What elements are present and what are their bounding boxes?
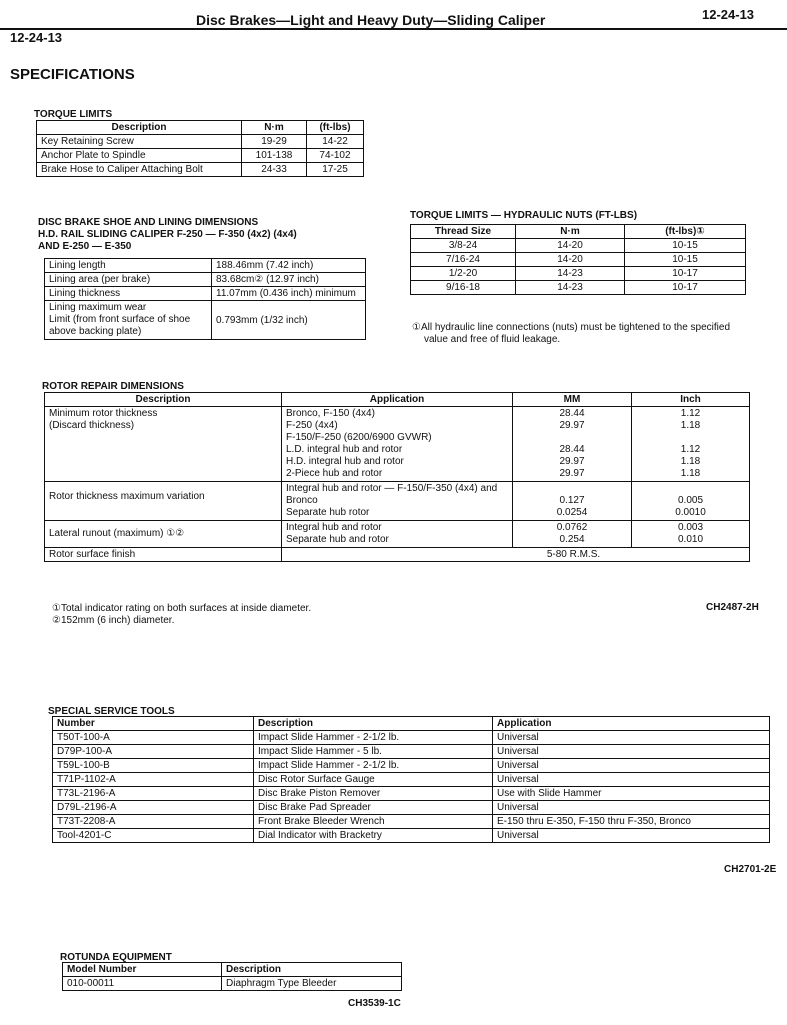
table-row bbox=[53, 829, 770, 843]
figure-code: CH2701-2E bbox=[724, 864, 777, 875]
mm-value: 0.0254 bbox=[556, 507, 588, 518]
cell-description bbox=[45, 482, 282, 521]
app-line: Separate hub rotor bbox=[286, 507, 370, 518]
column-header: Description bbox=[37, 121, 242, 135]
cell-nm: 14-20 bbox=[516, 253, 625, 267]
column-header: N·m bbox=[242, 121, 307, 135]
label-line: Limit (from front surface of shoe bbox=[49, 314, 191, 325]
cell-thread: 9/16-18 bbox=[411, 281, 516, 295]
app-line: 2-Piece hub and rotor bbox=[286, 468, 383, 479]
rotor-notes bbox=[52, 603, 311, 627]
inch-value: 1.18 bbox=[680, 420, 701, 431]
cell-application: Universal bbox=[493, 773, 770, 787]
column-header: Description bbox=[254, 717, 493, 731]
cell-ftlbs: 14-22 bbox=[307, 135, 364, 149]
table-row bbox=[63, 977, 402, 991]
cell-description: Anchor Plate to Spindle bbox=[37, 149, 242, 163]
figure-code: CH2487-2H bbox=[706, 602, 759, 613]
cell-ftlbs: 10-17 bbox=[625, 281, 746, 295]
cell-ftlbs: 10-15 bbox=[625, 253, 746, 267]
mm-value: 29.97 bbox=[559, 468, 585, 479]
app-line: L.D. integral hub and rotor bbox=[286, 444, 403, 455]
inch-value bbox=[636, 432, 745, 444]
cell-mm bbox=[513, 521, 632, 548]
table-row bbox=[37, 163, 364, 177]
cell-description: Diaphragm Type Bleeder bbox=[222, 977, 402, 991]
column-header: Application bbox=[493, 717, 770, 731]
tools-title: SPECIAL SERVICE TOOLS bbox=[48, 706, 175, 717]
cell-label: Lining length bbox=[45, 259, 212, 273]
cell-value: 188.46mm (7.42 inch) bbox=[212, 259, 366, 273]
table-row bbox=[411, 267, 746, 281]
cell-description: Rotor surface finish bbox=[45, 548, 282, 562]
cell-mm bbox=[513, 482, 632, 521]
cell-nm: 14-23 bbox=[516, 267, 625, 281]
table-row bbox=[53, 787, 770, 801]
cell-description: Brake Hose to Caliper Attaching Bolt bbox=[37, 163, 242, 177]
cell-application: Universal bbox=[493, 801, 770, 815]
table-header-row bbox=[63, 963, 402, 977]
table-row bbox=[411, 281, 746, 295]
table-header-row bbox=[411, 225, 746, 239]
torque-limits-table bbox=[36, 120, 364, 177]
hydraulic-note bbox=[412, 322, 730, 346]
table-row bbox=[45, 287, 366, 301]
app-line: Separate hub and rotor bbox=[286, 534, 389, 545]
title-line: H.D. RAIL SLIDING CALIPER F-250 — F-350 (4x2) (4x4) bbox=[38, 229, 297, 240]
column-header: MM bbox=[513, 393, 632, 407]
cell-number: T73T-2208-A bbox=[53, 815, 254, 829]
tools-table bbox=[52, 716, 770, 843]
column-header: Application bbox=[282, 393, 513, 407]
section-title: SPECIFICATIONS bbox=[10, 66, 135, 83]
label-line: above backing plate) bbox=[49, 326, 142, 337]
rotunda-table bbox=[62, 962, 402, 991]
table-row bbox=[53, 815, 770, 829]
cell-ftlbs: 17-25 bbox=[307, 163, 364, 177]
table-header-row bbox=[37, 121, 364, 135]
cell-ftlbs: 10-15 bbox=[625, 239, 746, 253]
cell-description: Front Brake Bleeder Wrench bbox=[254, 815, 493, 829]
cell-thread: 7/16-24 bbox=[411, 253, 516, 267]
cell-inch bbox=[632, 521, 750, 548]
mm-value: 0.0762 bbox=[556, 522, 588, 533]
cell-label: Lining thickness bbox=[45, 287, 212, 301]
app-line: Bronco bbox=[286, 495, 318, 506]
page-number-right: 12-24-13 bbox=[702, 7, 755, 22]
cell-description bbox=[45, 521, 282, 548]
page-title: Disc Brakes—Light and Heavy Duty—Sliding Caliper bbox=[196, 12, 546, 28]
table-row bbox=[37, 135, 364, 149]
cell-application: Universal bbox=[493, 759, 770, 773]
app-line: Integral hub and rotor bbox=[286, 522, 382, 533]
cell-value: 83.68cm② (12.97 inch) bbox=[212, 273, 366, 287]
cell-description: Disc Brake Piston Remover bbox=[254, 787, 493, 801]
cell-number: D79L-2196-A bbox=[53, 801, 254, 815]
cell-model-number: 010-00011 bbox=[63, 977, 222, 991]
app-line: Integral hub and rotor — F-150/F-350 (4x4) and bbox=[286, 483, 498, 494]
app-line: H.D. integral hub and rotor bbox=[286, 456, 404, 467]
mm-value: 29.97 bbox=[559, 456, 585, 467]
cell-application: Universal bbox=[493, 731, 770, 745]
table-row bbox=[53, 731, 770, 745]
inch-value: 0.0010 bbox=[675, 507, 706, 518]
mm-value: 28.44 bbox=[559, 444, 585, 455]
cell-application bbox=[282, 407, 513, 482]
hydraulic-nuts-title: TORQUE LIMITS — HYDRAULIC NUTS (FT-LBS) bbox=[410, 210, 638, 221]
desc-line: Minimum rotor thickness bbox=[49, 408, 158, 419]
cell-number: T73L-2196-A bbox=[53, 787, 254, 801]
column-header: Thread Size bbox=[411, 225, 516, 239]
header-rule bbox=[0, 28, 787, 30]
cell-application bbox=[282, 482, 513, 521]
cell-ftlbs: 74-102 bbox=[307, 149, 364, 163]
cell-description bbox=[45, 407, 282, 482]
cell-application: Universal bbox=[493, 745, 770, 759]
cell-number: D79P-100-A bbox=[53, 745, 254, 759]
cell-number: T59L-100-B bbox=[53, 759, 254, 773]
desc-line: Lateral runout (maximum) ①② bbox=[49, 528, 185, 539]
cell-inch bbox=[632, 407, 750, 482]
column-header: Description bbox=[45, 393, 282, 407]
cell-mm bbox=[513, 407, 632, 482]
title-line: AND E-250 — E-350 bbox=[38, 241, 132, 252]
cell-nm: 24-33 bbox=[242, 163, 307, 177]
column-header: Model Number bbox=[63, 963, 222, 977]
note-line: ②152mm (6 inch) diameter. bbox=[52, 615, 175, 626]
cell-description: Impact Slide Hammer - 2-1/2 lb. bbox=[254, 759, 493, 773]
table-row bbox=[53, 745, 770, 759]
column-header: (ft-lbs)① bbox=[625, 225, 746, 239]
table-row bbox=[45, 521, 750, 548]
cell-description: Disc Brake Pad Spreader bbox=[254, 801, 493, 815]
table-row bbox=[45, 273, 366, 287]
cell-label: Lining area (per brake) bbox=[45, 273, 212, 287]
inch-value: 1.12 bbox=[680, 408, 701, 419]
figure-code: CH3539-1C bbox=[348, 998, 401, 1009]
inch-value: 0.003 bbox=[677, 522, 704, 533]
inch-value: 1.12 bbox=[680, 444, 701, 455]
cell-description: Key Retaining Screw bbox=[37, 135, 242, 149]
cell-nm: 14-20 bbox=[516, 239, 625, 253]
cell-number: T71P-1102-A bbox=[53, 773, 254, 787]
cell-description: Impact Slide Hammer - 2-1/2 lb. bbox=[254, 731, 493, 745]
cell-nm: 101-138 bbox=[242, 149, 307, 163]
inch-value: 1.18 bbox=[680, 468, 701, 479]
inch-value: 1.18 bbox=[680, 456, 701, 467]
title-line: DISC BRAKE SHOE AND LINING DIMENSIONS bbox=[38, 217, 259, 228]
app-line: Bronco, F-150 (4x4) bbox=[286, 408, 375, 419]
column-header: (ft-lbs) bbox=[307, 121, 364, 135]
mm-value: 28.44 bbox=[559, 408, 585, 419]
cell-application: E-150 thru E-350, F-150 thru F-350, Bronco bbox=[493, 815, 770, 829]
table-row bbox=[45, 301, 366, 340]
cell-inch bbox=[632, 482, 750, 521]
note-line: value and free of fluid leakage. bbox=[424, 334, 561, 345]
shoe-lining-table bbox=[44, 258, 366, 340]
page-number-left: 12-24-13 bbox=[10, 30, 63, 45]
cell-description: Impact Slide Hammer - 5 lb. bbox=[254, 745, 493, 759]
cell-description: Disc Rotor Surface Gauge bbox=[254, 773, 493, 787]
note-line: ①All hydraulic line connections (nuts) must be tightened to the specified bbox=[412, 322, 731, 333]
cell-thread: 1/2-20 bbox=[411, 267, 516, 281]
cell-ftlbs: 10-17 bbox=[625, 267, 746, 281]
column-header: Description bbox=[222, 963, 402, 977]
mm-value: 29.97 bbox=[559, 420, 585, 431]
mm-value: 0.127 bbox=[559, 495, 585, 506]
note-line: ①Total indicator rating on both surfaces at inside diameter. bbox=[52, 603, 312, 614]
rotunda-title: ROTUNDA EQUIPMENT bbox=[60, 952, 172, 963]
table-header-row bbox=[53, 717, 770, 731]
table-row bbox=[45, 482, 750, 521]
inch-value: 0.005 bbox=[677, 495, 704, 506]
rotor-title: ROTOR REPAIR DIMENSIONS bbox=[42, 381, 184, 392]
app-line: F-150/F-250 (6200/6900 GVWR) bbox=[286, 432, 432, 443]
table-row bbox=[53, 801, 770, 815]
inch-value bbox=[636, 483, 745, 495]
cell-nm: 19-29 bbox=[242, 135, 307, 149]
table-row bbox=[37, 149, 364, 163]
table-row bbox=[45, 407, 750, 482]
column-header: N·m bbox=[516, 225, 625, 239]
desc-line: (Discard thickness) bbox=[49, 420, 135, 431]
table-row bbox=[45, 259, 366, 273]
column-header: Number bbox=[53, 717, 254, 731]
inch-value: 0.010 bbox=[677, 534, 704, 545]
hydraulic-nuts-table bbox=[410, 224, 746, 295]
table-row bbox=[53, 759, 770, 773]
mm-value bbox=[517, 483, 627, 495]
shoe-lining-title bbox=[38, 217, 297, 253]
rotor-table bbox=[44, 392, 750, 562]
cell-thread: 3/8-24 bbox=[411, 239, 516, 253]
table-row bbox=[45, 548, 750, 562]
cell-application bbox=[282, 521, 513, 548]
table-row bbox=[411, 253, 746, 267]
table-row bbox=[53, 773, 770, 787]
cell-label bbox=[45, 301, 212, 340]
torque-limits-title: TORQUE LIMITS bbox=[34, 109, 113, 120]
desc-line: Rotor thickness maximum variation bbox=[49, 491, 205, 502]
cell-value: 0.793mm (1/32 inch) bbox=[212, 301, 366, 340]
cell-application: Use with Slide Hammer bbox=[493, 787, 770, 801]
label-line: Lining maximum wear bbox=[49, 302, 147, 313]
mm-value bbox=[517, 432, 627, 444]
table-header-row bbox=[45, 393, 750, 407]
cell-application: Universal bbox=[493, 829, 770, 843]
cell-finish-value: 5-80 R.M.S. bbox=[282, 548, 750, 562]
cell-nm: 14-23 bbox=[516, 281, 625, 295]
cell-value: 11.07mm (0.436 inch) minimum bbox=[212, 287, 366, 301]
column-header: Inch bbox=[632, 393, 750, 407]
mm-value: 0.254 bbox=[559, 534, 585, 545]
app-line: F-250 (4x4) bbox=[286, 420, 338, 431]
table-row bbox=[411, 239, 746, 253]
cell-number: Tool-4201-C bbox=[53, 829, 254, 843]
cell-number: T50T-100-A bbox=[53, 731, 254, 745]
cell-description: Dial Indicator with Bracketry bbox=[254, 829, 493, 843]
